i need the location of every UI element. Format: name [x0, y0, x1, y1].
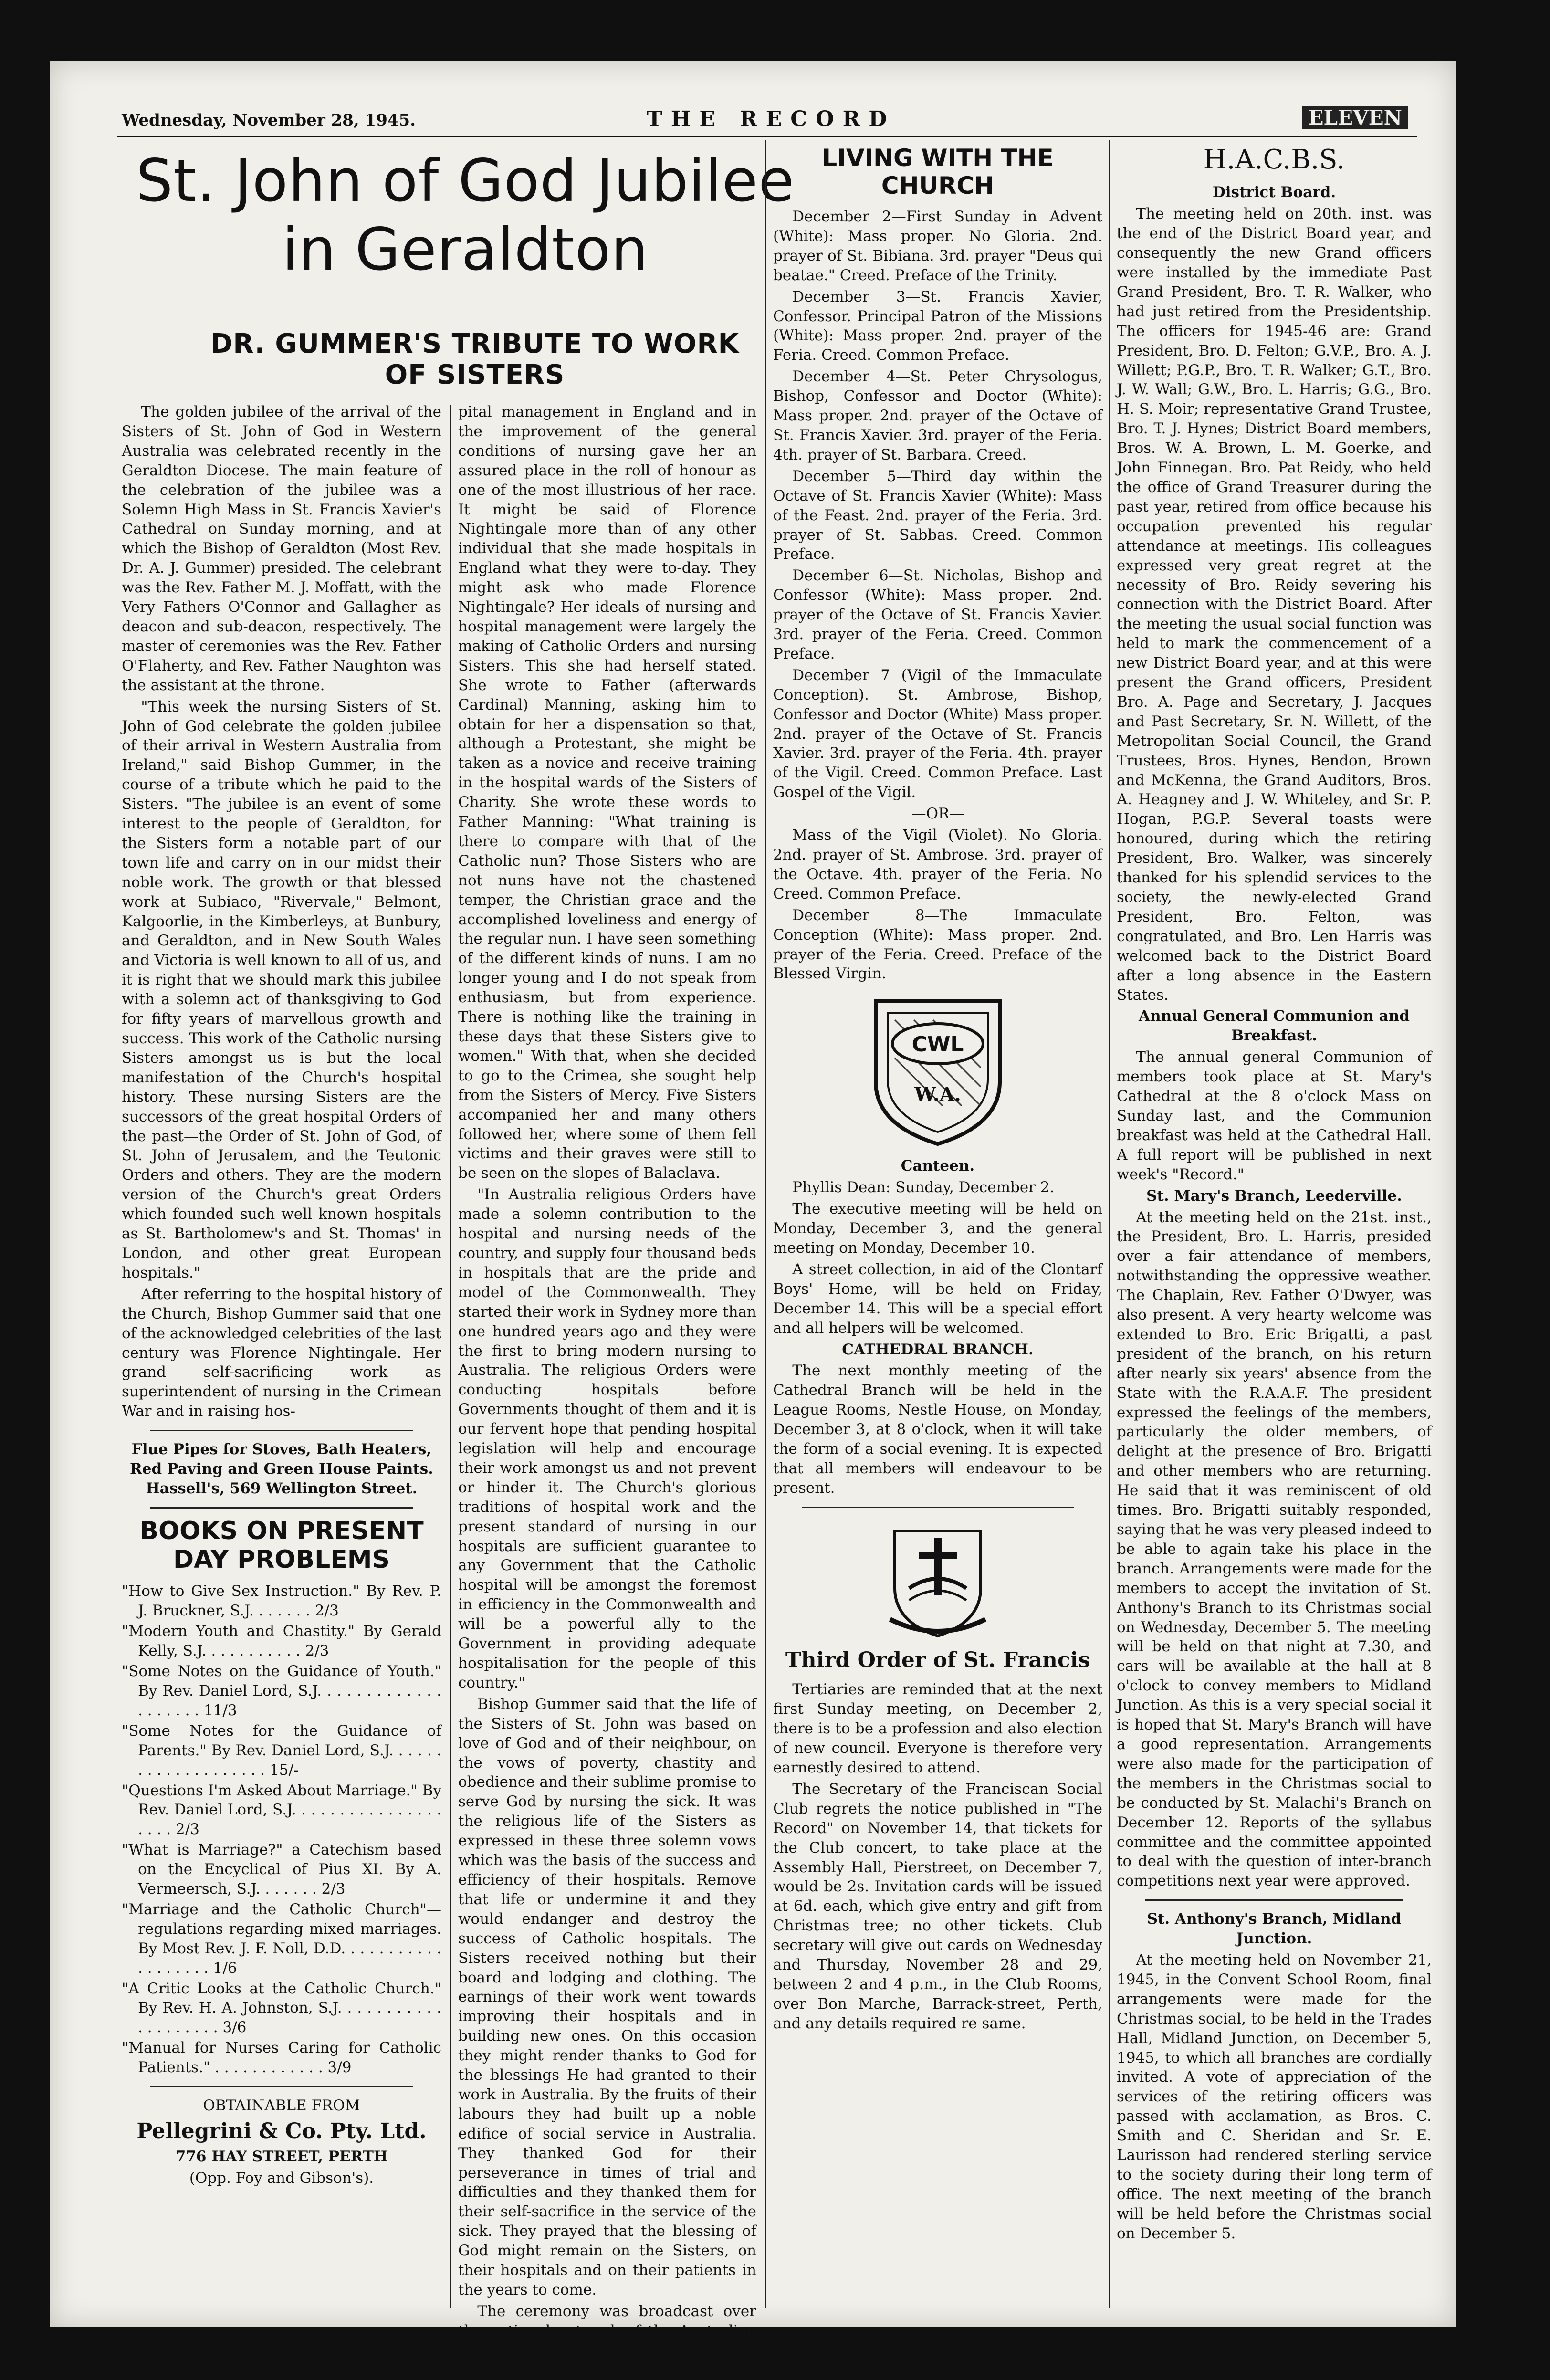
article-paragraph: "This week the nursing Sisters of St. John of God celebrate the golden jubilee of their arrival in Western Australia from Ireland," said Bishop Gummer, in the course of a tribute which he paid to the Sisters. "The jubilee is an event of some interest to the people of Geraldton, for the Sisters form a notable part of our town life and carry on in our midst their noble work. The growth or that blessed work at Subiaco, "Rivervale," Belmont, Kalgoorlie, in the Kimberleys, at Bunbury, and Geraldton, and in New South Wales and Victoria is well known to all of us, and it is right that we should mark this jubilee with a solemn act of thanksgiving to God for fifty years of marvellous growth and success. This work of the Catholic nursing Sisters amongst us is but the local manifestation of the Church's hospital history. These nursing Sisters are the successors of the great hospital Orders of the past—the Order of St. John of God, of St. John of Jerusalem, and the Teutonic Orders and others. They are the modern version of the Church's great Orders which founded such well known hospitals as St. Bartholomew's and St. Thomas' in London, and other great European hospitals." — [122, 698, 441, 1281]
divider — [150, 1430, 413, 1431]
hacbs-heading: H.A.C.B.S. — [1203, 144, 1345, 175]
article-paragraph: Bishop Gummer said that the life of the Sisters of St. John was based on love of God and of their neighbour, on the vows of poverty, chastity and obedience and their sublime promise to serve God by nursing the sick. It was the religious life of the Sisters as expressed in these three solemn vows which was the basis of the success and efficiency of their hospitals. Remove that life or undermine it and they would endanger and destroy the success of Catholic hospitals. The Sisters received nothing but their board and lodging and clothing. The earnings of their work went towards improving their hospitals and in building new ones. On this occasion they might render thanks to God for the blessings He had granted to their work in Australia. By the fruits of their labours they had built up a noble edifice of social service in Australia. They thanked God for their perseverance in times of trial and difficulties and they thanked them for their self-sacrifice in the service of the sick. They prayed that the blessing of God might remain on the Sisters, on their hospitals and on their patients in the years to come. — [458, 1695, 756, 2298]
advert-line: Flue Pipes for Stoves, Bath Heaters, Red Paving and Green House Paints. — [130, 1441, 433, 1478]
column-rule — [765, 140, 766, 2308]
obtainable-label: OBTAINABLE FROM — [203, 2097, 360, 2115]
living-entry: —OR— — [911, 805, 964, 823]
hacbs-paragraph: The meeting held on 20th. inst. was the end of the District Board year, and consequently the new Grand officers were installed by the immediate Past Grand President, Bro. T. R. Walker, who had just retired from the Presidentship. The officers for 1945-46 are: Grand President, Bro. D. Felton; G.V.P., Bro. A. J. Willett; P.G.P., Bro. T. R. Walker; G.T., Bro. J. W. Wall; G.W., Bro. L. Harris; G.G., Bro. H. S. Moir; representative Grand Trustee, Bro. T. J. Hynes; District Board members, Bros. W. A. Brown, L. M. Goerke, and John Finnegan. Bro. Pat Reidy, who held the office of Grand Treasurer during the past year, retired from office because his occupation prevented his regular attendance at meetings. His colleagues expressed very great regret at the necessity of Bro. Reidy severing his connection with the District Board. After the meeting the usual social function was held to mark the commencement of a new District Board year, and at this were present the Grand officers, President Bro. A. Page and Secretary, J. Jacques and Past Secretary, Sr. N. Willett, of the Metropolitan Social Council, the Grand Trustees, Bros. Hynes, Bendon, Brown and McKenna, the Grand Auditors, Bros. A. Heagney and J. W. Whiteley, and Sr. P. Hogan, P.G.P. Several toasts were honoured, during which the retiring President, Bro. Walker, was sincerely thanked for his splendid services to the society, the newly-elected Grand President, Bro. Felton, was congratulated, and Bro. Len Harris was welcomed back to the District Board after a long absence in the Eastern States. — [1117, 205, 1432, 1004]
column-1 — [122, 402, 441, 2308]
living-entry: Mass of the Vigil (Violet). No Gloria. 2nd. prayer of St. Ambrose. 3rd. prayer of the Octave. 4th. prayer of the Feria. No Creed. Common Preface. — [773, 827, 1102, 902]
divider — [150, 1507, 413, 1509]
cwl-paragraph: The executive meeting will be held on Monday, December 3, and the general meeting on Monday, December 10. — [773, 1200, 1102, 1257]
paper-title: THE RECORD — [647, 107, 896, 131]
cwl-paragraph: Phyllis Dean: Sunday, December 2. — [792, 1179, 1055, 1196]
living-entry: December 4—St. Peter Chrysologus, Bishop, Confessor and Doctor (White): Mass proper. 2nd. prayer of the Octave of St. Francis Xavier. 3rd. prayer of the Feria. 4th. prayer of St. Barbara. Creed. — [773, 368, 1102, 463]
books-heading: BOOKS ON PRESENT DAY PROBLEMS — [139, 1516, 424, 1574]
book-item: "Some Notes on the Guidance of Youth." By Rev. Daniel Lord, S.J. . . . . . . . . . . . . . . . . . . . 11/3 — [122, 1663, 441, 1719]
book-item: "Questions I'm Asked About Marriage." By Rev. Daniel Lord, S.J. . . . . . . . . . . . . . . . . . . . 2/3 — [122, 1782, 441, 1838]
issue-date: Wednesday, November 28, 1945. — [122, 111, 416, 130]
article-headline: St. John of God Jubilee in Geraldton — [136, 147, 795, 283]
franciscan-crest-icon — [880, 1517, 995, 1641]
living-entry: December 8—The Immaculate Conception (White): Mass proper. 2nd. prayer of the Feria. Creed. Preface of the Blessed Virgin. — [773, 906, 1102, 983]
stmary-heading: St. Mary's Branch, Leederville. — [1146, 1187, 1402, 1205]
seller-address: 776 HAY STREET, PERTH — [175, 2148, 388, 2166]
cathedral-paragraph: The next monthly meeting of the Cathedral Branch will be held in the League Rooms, Nestle House, on Monday, December 3, at 8 o'clock, when it will take the form of a social evening. It is expected that all members will endeavour to be present. — [773, 1362, 1102, 1497]
book-item: "A Critic Looks at the Catholic Church." By Rev. H. A. Johnston, S.J. . . . . . . . . . . . . . . . . . . . 3/6 — [122, 1980, 441, 2036]
page-number: ELEVEN — [1302, 106, 1408, 129]
article-paragraph: pital management in England and in the improvement of the general conditions of nursing gave her an assured place in the roll of honour as one of the most illustrious of her race. It might be said of Florence Nightingale more than of any other individual that she made hospitals in England what they were to-day. They might ask who made Florence Nightingale? Her ideals of nursing and hospital management were largely the making of Catholic Orders and nursing Sisters. This she had herself stated. She wrote to Father (afterwards Cardinal) Manning, asking him to obtain for her a dispensation so that, although a Protestant, she might be taken as a novice and receive training in the hospital wards of the Sisters of Charity. She wrote these words to Father Manning: "What training is there to compare with that of the Catholic nun? Those Sisters who are not nuns have not the chastened temper, the Christian grace and the accomplished loveliness and energy of the regular nun. I have seen something of the different kinds of nuns. I am no longer young and I do not speak from enthusiasm, but from experience. There is nothing like the training in these days that these Sisters give to women." With that, when she decided to go to the Crimea, she sought help from the Sisters of Mercy. Five Sisters accompanied her and many others followed her, where some of them fell victims and their graves were still to be seen on the slopes of Balaclava. — [458, 403, 756, 1182]
hacbs-paragraph: The annual general Communion of members took place at St. Mary's Cathedral at the 8 o'clock Mass on Sunday last, and the Communion breakfast was held at the Cathedral Hall. A full report will be published in next week's "Record." — [1117, 1048, 1432, 1183]
seller-address-note: (Opp. Foy and Gibson's). — [189, 2169, 374, 2187]
living-heading: LIVING WITH THE CHURCH — [822, 144, 1054, 199]
cwl-shield-icon — [866, 991, 1009, 1149]
third-order-paragraph: The Secretary of the Franciscan Social Club regrets the notice published in "The Record" on November 14, that tickets for the Club concert, to take place at the Assembly Hall, Pierstreet, on December 7, would be 2s. Invitation cards will be issued at 6d. each, which give entry and gift from Christmas tree; no other tickets. Club secretary will give out cards on Wednesday and Thursday, November 28 and 29, between 2 and 4 p.m., in the Club Rooms, over Bon Marche, Barrack-street, Perth, and any details required re same. — [773, 1780, 1102, 2032]
hacbs-paragraph: At the meeting held on November 21, 1945, in the Convent School Room, final arrangements were made for the Christmas social, to be held in the Trades Hall, Midland Junction, on December 5, 1945, to which all branches are cordially invited. A vote of appreciation of the services of the retiring officers was passed with acclamation, as Bros. C. Smith and C. Sheridan and Sr. E. Laurisson had rendered sterling service to the society during their long term of office. The next meeting of the branch will be held before the Christmas social on December 5. — [1117, 1951, 1432, 2242]
divider — [1145, 1899, 1403, 1901]
column-rule — [450, 405, 451, 2308]
book-item: "Modern Youth and Chastity." By Gerald Kelly, S.J. . . . . . . . . . . 2/3 — [122, 1623, 441, 1660]
column-rule — [1109, 140, 1110, 2308]
divider — [150, 2086, 413, 2087]
agm-heading: Annual General Communion and Breakfast. — [1139, 1007, 1410, 1045]
living-list — [773, 207, 1102, 984]
cwl-paragraph: A street collection, in aid of the Clontarf Boys' Home, will be held on Friday, December 14. This will be a special effort and all helpers will be welcomed. — [773, 1260, 1102, 1337]
advert — [122, 1440, 441, 1499]
hacbs-paragraph: At the meeting held on the 21st. inst., the President, Bro. L. Harris, presided over a fair attendance of members, notwithstanding the oppressive weather. The Chaplain, Rev. Father O'Dwyer, was also present. A very hearty welcome was extended to Bro. Eric Brigatti, a past president of the branch, on his return after nearly six years' absence from the State with the R.A.A.F. The president expressed the feelings of the members, particularly the older members, of delight at the presence of Bro. Brigatti and other members who are returning. He said that it was reminiscent of old times. Bro. Brigatti suitably responded, saying that he was very pleased indeed to be able to again take his place in the branch. Arrangements were made for the members to accept the invitation of St. Anthony's Branch to its Christmas social on Wednesday, December 5. The meeting will be held on that night at 7.30, and cars will be available at the hall at 8 o'clock to convey members to Midland Junction. As this is a very special social it is hoped that St. Mary's Branch will have a good representation. Arrangements were also made for the participation of the members in the Christmas social to be conducted by St. Malachi's Branch on December 12. Reports of the syllabus committee and the committee appointed to deal with the question of inter-branch competitions next year were approved. — [1117, 1208, 1432, 1890]
book-item: "Some Notes for the Guidance of Parents." By Rev. Daniel Lord, S.J. . . . . . . . . . . . . . . . . . . . 15/- — [122, 1722, 441, 1779]
article-subhead: DR. GUMMER'S TRIBUTE TO WORK OF SISTERS — [210, 328, 740, 390]
living-entry: December 5—Third day within the Octave of St. Francis Xavier (White): Mass of the Feast. 2nd. prayer of the Feria. 3rd. prayer of St. Sabbas. Creed. Common Preface. — [773, 467, 1102, 563]
cwl-logo-text: CWL — [911, 1032, 964, 1057]
canteen-heading: Canteen. — [901, 1157, 975, 1175]
third-order-paragraph: Tertiaries are reminded that at the next first Sunday meeting, on December 2, there is to be a profession and also election of new council. Everyone is therefore very earnestly desired to attend. — [773, 1681, 1102, 1776]
masthead — [50, 61, 1456, 137]
stanthony-heading: St. Anthony's Branch, Midland Junction. — [1147, 1910, 1402, 1948]
cwl-logo-state: W.A. — [914, 1083, 961, 1106]
newspaper-page — [50, 61, 1456, 2379]
book-item: "What is Marriage?" a Catechism based on the Encyclical of Pius XI. By A. Vermeersch, S.J. . . . . . . 2/3 — [122, 1841, 441, 1898]
third-order-heading: Third Order of St. Francis — [785, 1647, 1090, 1672]
article-paragraph: "In Australia religious Orders have made a solemn contribution to the hospital and nursing needs of the country, and supply four thousand beds in hospitals that are the pride and model of the Commonwealth. They started their work in Sydney more than one hundred years ago and they were the first to bring modern nursing to Australia. The religious Orders were conducting hospitals before Governments thought of them and it is our fervent hope that pending hospital legislation will help and encourage their work amongst us and not prevent or hinder it. The Church's glorious traditions of hospital work and the present standard of nursing in our hospitals are sufficient guarantee to any Government that the Catholic hospital will be amongst the foremost in efficiency in the Commonwealth and will be a powerful ally to the Government in providing adequate hospitalisation for the people of this country." — [458, 1186, 756, 1691]
district-heading: District Board. — [1212, 184, 1336, 201]
article-paragraph: The golden jubilee of the arrival of the Sisters of St. John of God in Western Australia was celebrated recently in the Geraldton Diocese. The main feature of the celebration of the jubilee was a Solemn High Mass in St. Francis Xavier's Cathedral on Sunday morning, and at which the Bishop of Geraldton (Most Rev. Dr. A. J. Gummer) presided. The celebrant was the Rev. Father M. J. Moffatt, with the Very Fathers O'Connor and Gallagher as deacon and sub-deacon, respectively. The master of ceremonies was the Rev. Father O'Flaherty, and Rev. Father Naughton was the assistant at the throne. — [122, 403, 441, 694]
living-entry: December 6—St. Nicholas, Bishop and Confessor (White): Mass proper. 2nd. prayer of the Octave of St. Francis Xavier. 3rd. prayer of the Feria. Creed. Common Preface. — [773, 567, 1102, 662]
masthead-rule — [117, 136, 1417, 137]
book-item: "Marriage and the Catholic Church"—regulations regarding mixed marriages. By Most Rev. J. F. Noll, D.D. . . . . . . . . . . . . . . . . . . 1/6 — [122, 1900, 441, 1977]
article-paragraph: The ceremony was broadcast over the national network of the Australian Broadcasting Commission in Western Australia. — [458, 2302, 756, 2379]
column-3 — [773, 145, 1102, 2308]
living-entry: December 7 (Vigil of the Immaculate Conception). St. Ambrose, Bishop, Confessor and Doctor (White) Mass proper. 2nd. prayer of the Octave of St. Francis Xavier. 3rd. prayer of the Feria. 4th. prayer of the Vigil. Creed. Common Preface. Last Gospel of the Vigil. — [773, 666, 1102, 801]
column-4 — [1117, 145, 1432, 2308]
living-entry: December 3—St. Francis Xavier, Confessor. Principal Patron of the Missions (White): Mass proper. 2nd. prayer of the Feria. Creed. Common Preface. — [773, 288, 1102, 364]
living-entry: December 2—First Sunday in Advent (White): Mass proper. No Gloria. 2nd. prayer of St. Bibiana. 3rd. prayer "Deus qui beatae." Creed. Preface of the Trinity. — [773, 208, 1102, 284]
column-2 — [458, 402, 756, 2379]
article-paragraph: After referring to the hospital history of the Church, Bishop Gummer said that one of the acknowledged celebrities of the last century was Florence Nightingale. Her grand self-sacrificing work as superintendent of nursing in the Crimean War and in raising hos- — [122, 1285, 441, 1420]
seller-name: Pellegrini & Co. Pty. Ltd. — [136, 2119, 427, 2143]
divider — [802, 1507, 1074, 1508]
book-item: "Manual for Nurses Caring for Catholic Patients." . . . . . . . . . . . . 3/9 — [122, 2039, 441, 2076]
books-list — [122, 1582, 441, 2077]
cathedral-heading: CATHEDRAL BRANCH. — [842, 1341, 1034, 1358]
book-item: "How to Give Sex Instruction." By Rev. P. J. Bruckner, S.J. . . . . . . 2/3 — [122, 1583, 441, 1620]
advert-line: Hassell's, 569 Wellington Street. — [146, 1479, 418, 1497]
